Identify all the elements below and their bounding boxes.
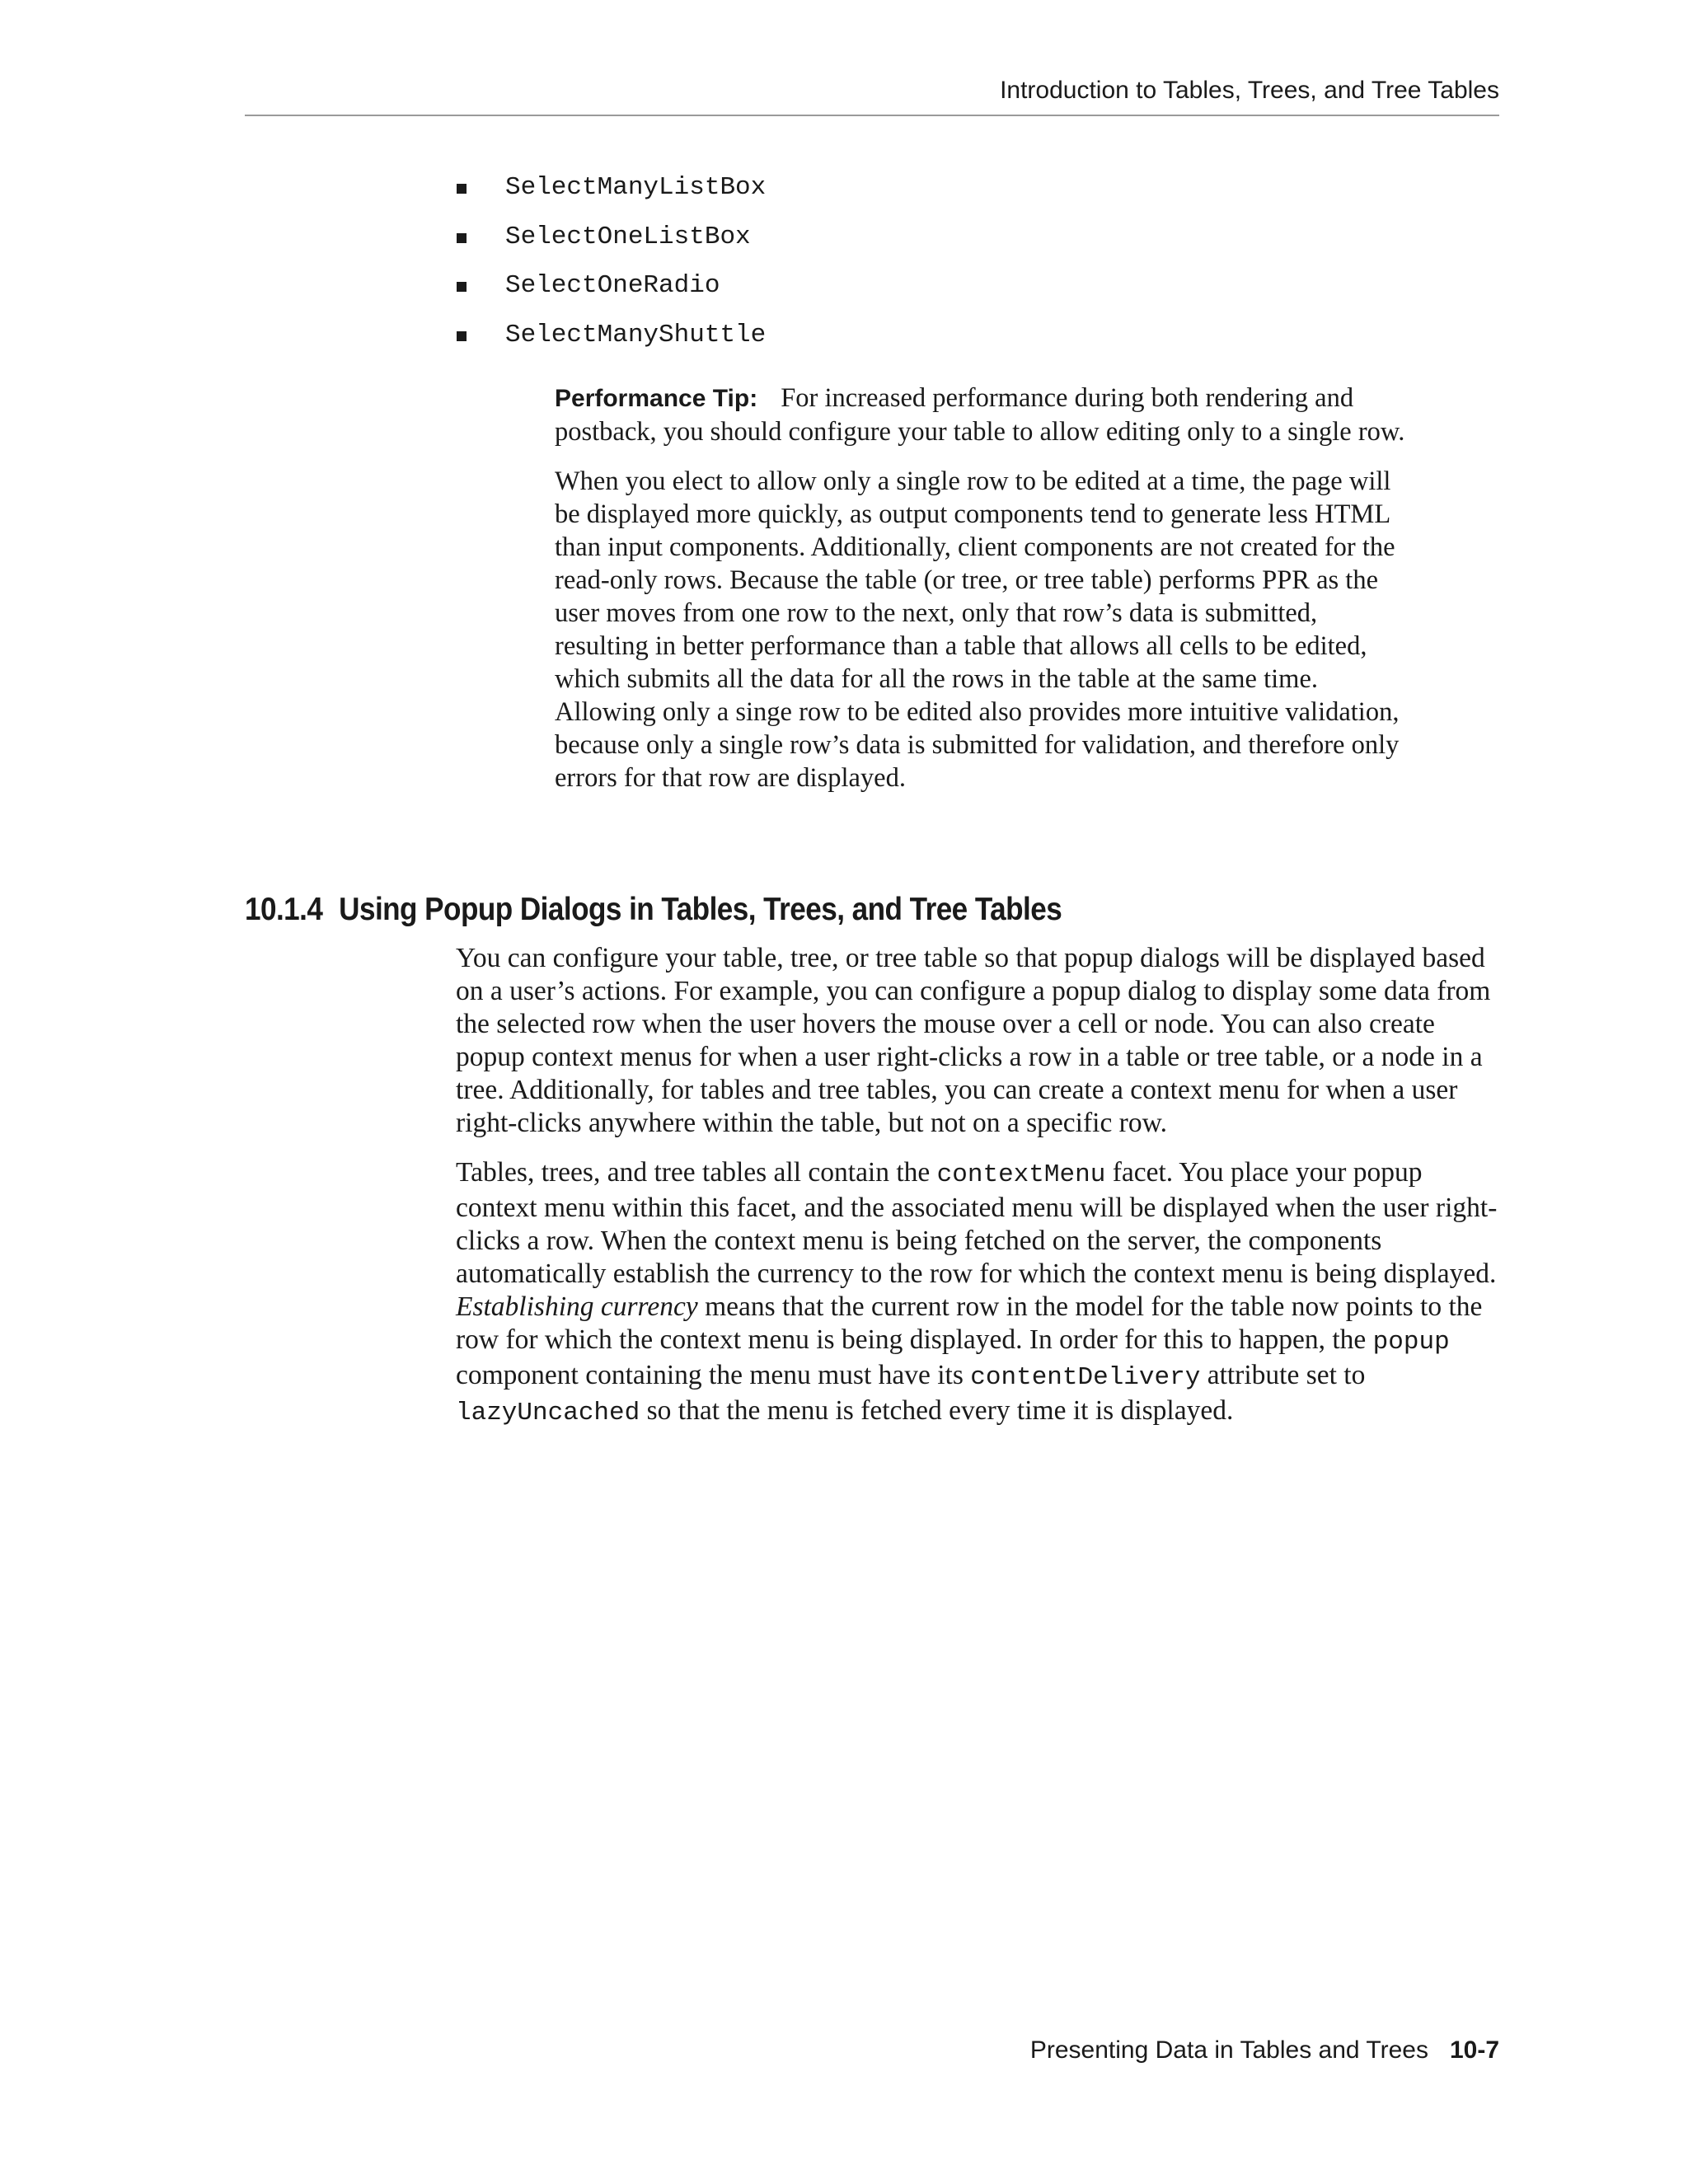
code-term: popup bbox=[1372, 1328, 1450, 1357]
performance-tip-note bbox=[555, 382, 1416, 811]
tip-intro-text: For increased performance during both rendering and postback, you should configure your table to allow editing only to a single row. bbox=[555, 383, 1405, 447]
running-footer bbox=[245, 2034, 1499, 2067]
list-item bbox=[453, 269, 766, 319]
component-bullet-list bbox=[453, 171, 766, 368]
list-item-text: SelectManyListBox bbox=[505, 173, 767, 202]
body-text: means that the current row in the model for the table now points to the row for which the context menu is being displayed. In order for this to happen, the bbox=[456, 1291, 1483, 1355]
section-heading bbox=[245, 890, 1062, 930]
square-bullet-icon bbox=[457, 233, 467, 243]
code-term: lazyUncached bbox=[456, 1399, 640, 1427]
code-term: contextMenu bbox=[936, 1160, 1106, 1189]
emphasized-term: Establishing currency bbox=[456, 1291, 698, 1322]
page-number: 10-7 bbox=[1449, 2036, 1499, 2064]
list-item bbox=[453, 171, 766, 221]
body-text: component containing the menu must have its bbox=[456, 1360, 971, 1390]
tip-label: Performance Tip: bbox=[555, 385, 758, 412]
code-term: contentDelivery bbox=[970, 1363, 1201, 1392]
body-text: attribute set to bbox=[1200, 1360, 1366, 1390]
square-bullet-icon bbox=[457, 331, 467, 341]
running-header: Introduction to Tables, Trees, and Tree Tables bbox=[1000, 77, 1499, 104]
list-item bbox=[453, 221, 766, 270]
list-item bbox=[453, 319, 766, 368]
body-text: so that the menu is fetched every time it is displayed. bbox=[640, 1395, 1234, 1426]
square-bullet-icon bbox=[457, 282, 467, 292]
section-title: Using Popup Dialogs in Tables, Trees, and Tree Tables bbox=[339, 892, 1062, 927]
body-paragraph: You can configure your table, tree, or tree table so that popup dialogs will be displayed based on a user’s actions. For example, you can configure a popup dialog to display some data from the selected row when the user hovers the mouse over a cell or node. You can also create popup context menus for when a user right-clicks a row in a table or tree table, or a node in a tree. Additionally, for tables and tree tables, you can create a context menu for when a user right-clicks anywhere within the table, but not on a specific row. bbox=[456, 943, 1491, 1138]
body-text: Tables, trees, and tree tables all contain the bbox=[456, 1157, 937, 1188]
body-paragraph bbox=[456, 1156, 1504, 1430]
list-item-text: SelectOneListBox bbox=[505, 222, 751, 251]
body-text: facet. You place your popup context menu within this facet, and the associated menu will be displayed when the user right-clicks a row. When the context menu is being fetched on the server, the components automatically establish the currency to the row for which the context menu is being displayed. bbox=[456, 1157, 1498, 1289]
list-item-text: SelectManyShuttle bbox=[505, 320, 767, 349]
square-bullet-icon bbox=[457, 184, 467, 194]
section-number: 10.1.4 bbox=[245, 892, 323, 927]
footer-chapter-title: Presenting Data in Tables and Trees bbox=[1029, 2036, 1428, 2064]
tip-intro-paragraph bbox=[555, 382, 1416, 448]
tip-detail-paragraph: When you elect to allow only a single row to be edited at a time, the page will be displayed more quickly, as output components tend to generate less HTML than input components. Additionally, client components are not created for the read-only rows. Because the table (or tree, or tree table) performs PPR as the user moves from one row to the next, only that row’s data is submitted, resulting in better performance than a table that allows all cells to be edited, which submits all the data for all the rows in the table at the same time. Allowing only a singe row to be edited also provides more intuitive validation, because only a single row’s data is submitted for validation, and therefore only errors for that row are displayed. bbox=[555, 466, 1400, 793]
header-divider bbox=[245, 115, 1499, 116]
section-body bbox=[456, 942, 1504, 1446]
list-item-text: SelectOneRadio bbox=[505, 271, 720, 300]
